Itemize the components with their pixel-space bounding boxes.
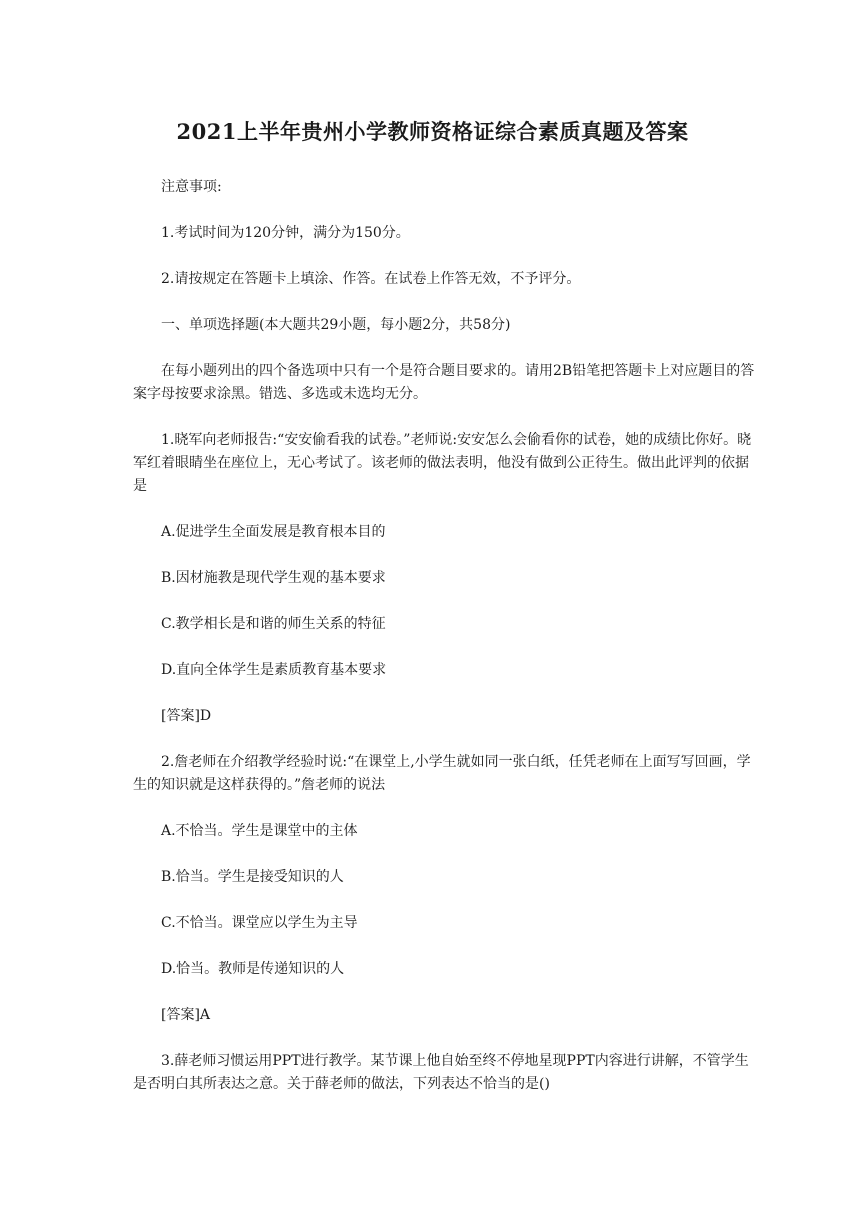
notice-heading: 注意事项: <box>161 179 222 195</box>
question-option: D.恰当。教师是传递知识的人 <box>161 961 345 977</box>
section-heading: 一、单项选择题(本大题共29小题，每小题2分，共58分) <box>161 317 511 333</box>
question-answer: [答案]D <box>161 708 212 724</box>
question-stem: 3.薛老师习惯运用PPT进行教学。某节课上他自始至终不停地星现PPT内容进行讲解，不管学生是否明白其所表达之意。关于薛老师的做法，下列表达不恰当的是() <box>133 1053 749 1092</box>
question-option: C.教学相长是和谐的师生关系的特征 <box>161 616 386 632</box>
question-option: C.不恰当。课堂应以学生为主导 <box>161 915 358 931</box>
question-option: A.不恰当。学生是课堂中的主体 <box>161 823 358 839</box>
question-answer: [答案]A <box>161 1007 211 1023</box>
document-body <box>133 176 755 1096</box>
question-stem: 2.詹老师在介绍教学经验时说:“在课堂上,小学生就如同一张白纸，任凭老师在上面写写回画，学生的知识就是这样获得的。”詹老师的说法 <box>133 754 751 793</box>
notice-item: 1.考试时间为120分钟，满分为150分。 <box>161 225 410 241</box>
question-stem: 1.晓军向老师报告:“安安偷看我的试卷。”老师说:安安怎么会偷看你的试卷，她的成绩比你好。晓军红着眼睛坐在座位上，无心考试了。该老师的做法表明，他没有做到公正待生。做出此评判的依据是 <box>133 432 752 494</box>
question-option: B.因材施教是现代学生观的基本要求 <box>161 570 386 586</box>
section-instructions: 在每小题列出的四个备选项中只有一个是符合题目要求的。请用2B铅笔把答题卡上对应题目的答案字母按要求涂黑。错选、多选或未选均无分。 <box>133 363 755 402</box>
question-option: A.促进学生全面发展是教育根本目的 <box>161 524 386 540</box>
question-option: D.直向全体学生是素质教育基本要求 <box>161 662 387 678</box>
notice-item: 2.请按规定在答题卡上填涂、作答。在试卷上作答无效，不予评分。 <box>161 271 581 287</box>
document-title: 2021上半年贵州小学教师资格证综合素质真题及答案 <box>176 119 689 144</box>
question-option: B.恰当。学生是接受知识的人 <box>161 869 344 885</box>
